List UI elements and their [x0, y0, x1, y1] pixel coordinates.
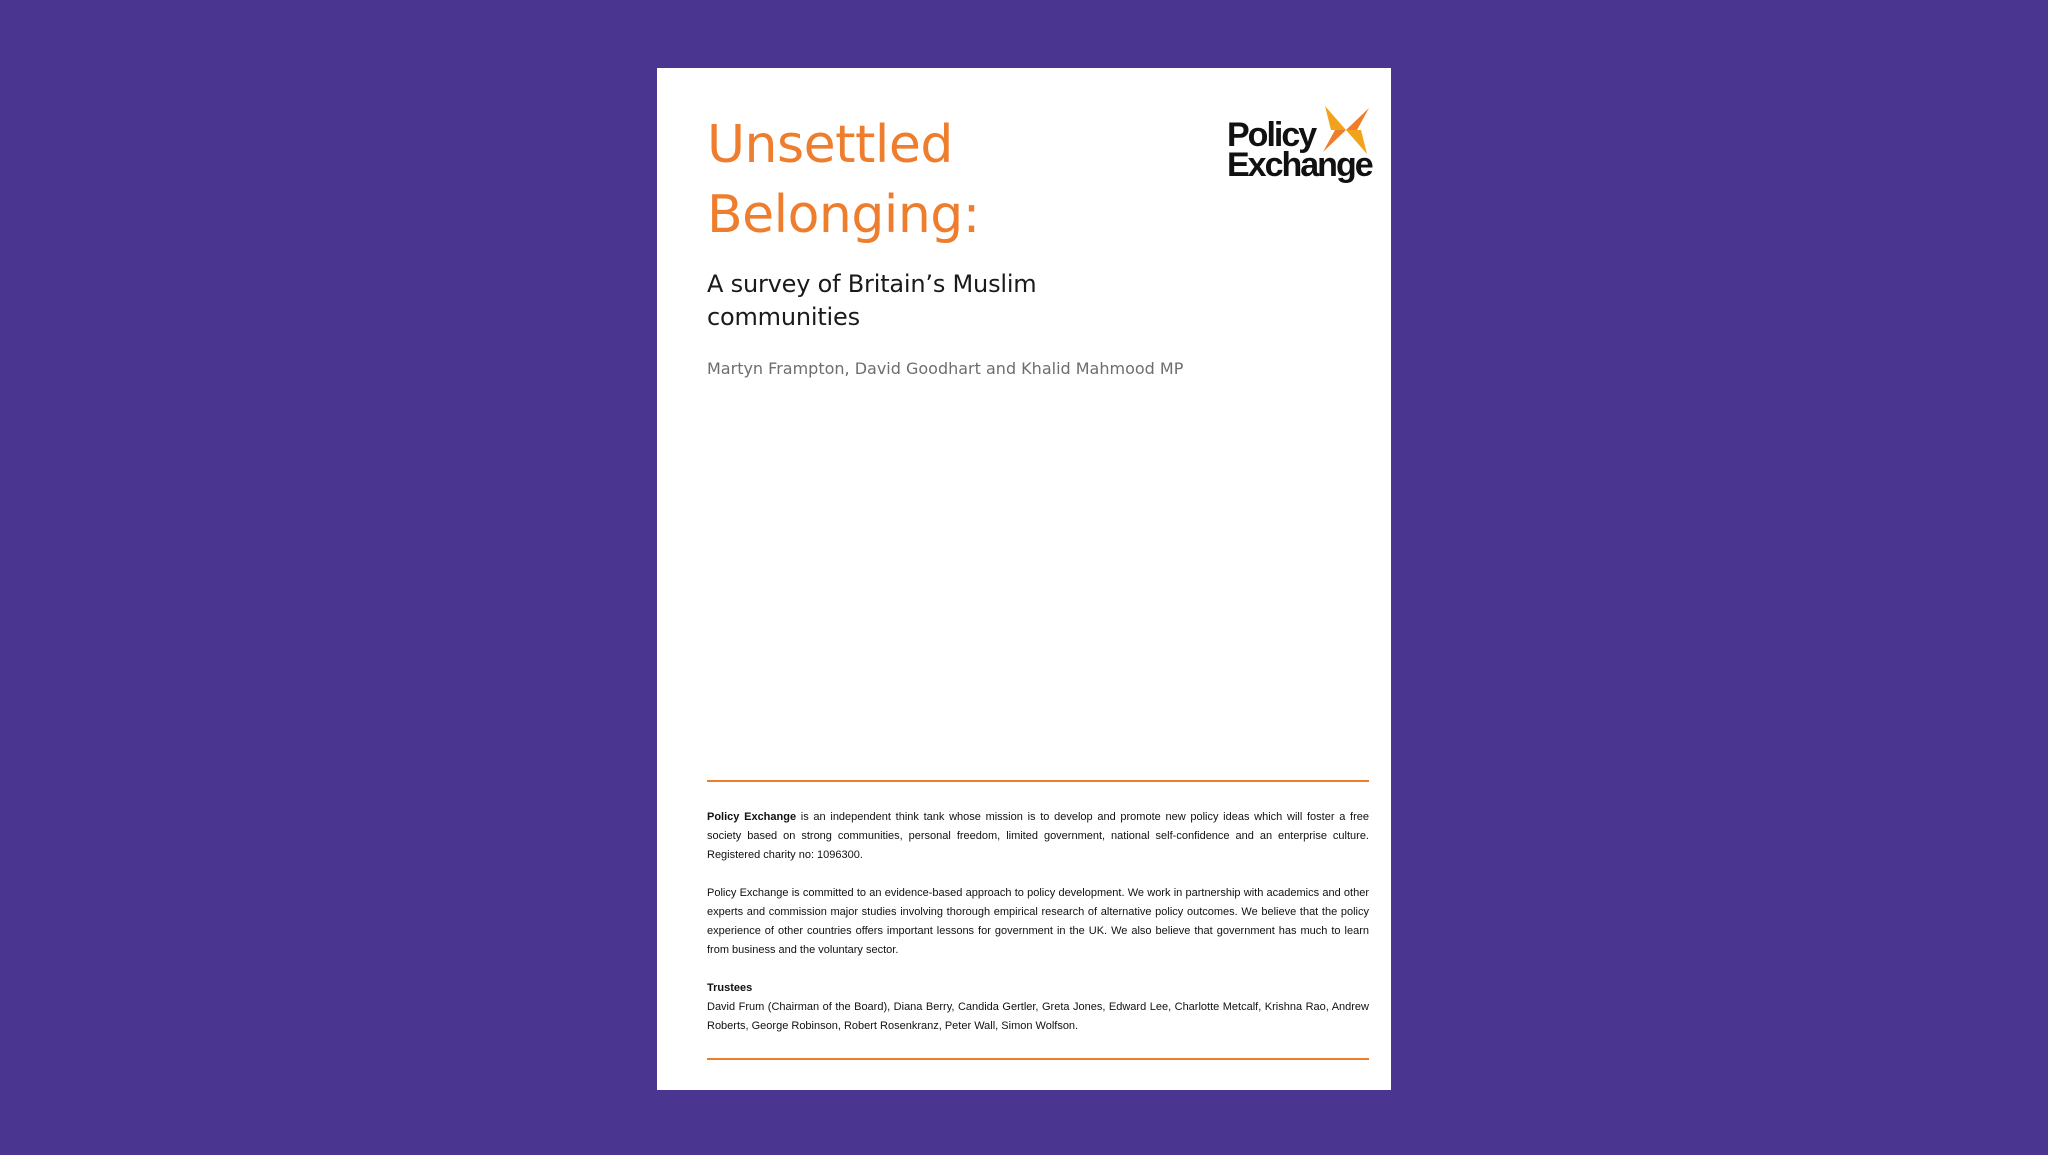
- report-authors: Martyn Frampton, David Goodhart and Khalid Mahmood MP: [707, 359, 1184, 378]
- report-cover-page: [657, 68, 1391, 1090]
- about-paragraph-mission: [707, 808, 1369, 865]
- report-subtitle: A survey of Britain’s Muslim communities: [707, 270, 1037, 331]
- trustees-list: David Frum (Chairman of the Board), Diana Berry, Candida Gertler, Greta Jones, Edward Lee, Charlotte Metcalf, Krishna Rao, Andrew Roberts, George Robinson, Robert Rosenkranz, Peter Wall, Simon Wolfson.: [707, 1001, 1369, 1032]
- mission-text: is an independent think tank whose mission is to develop and promote new policy ideas which will foster a free society based on strong communities, personal freedom, limited government, national self-confidence and an enterprise culture. Registered charity no: 1096300.: [707, 811, 1369, 861]
- logo-text-policy: Policy: [1227, 116, 1316, 154]
- org-name-bold: Policy Exchange: [707, 811, 797, 823]
- trustees-block: [707, 979, 1369, 1036]
- logo-text-exchange: Exchange: [1227, 146, 1372, 184]
- report-title: Unsettled Belonging:: [707, 115, 980, 245]
- about-section: [707, 808, 1369, 1055]
- about-paragraph-approach: Policy Exchange is committed to an evidence-based approach to policy development. We work in partnership with academics and other experts and commission major studies involving thorough empirical research of alternative policy outcomes. We believe that the policy experience of other countries offers important lessons for government in the UK. We also believe that government has much to learn from business and the voluntary sector.: [707, 887, 1369, 956]
- divider-bottom: [707, 1058, 1369, 1060]
- divider-top: [707, 780, 1369, 782]
- trustees-heading: Trustees: [707, 982, 753, 994]
- policy-exchange-logo: [1217, 106, 1377, 192]
